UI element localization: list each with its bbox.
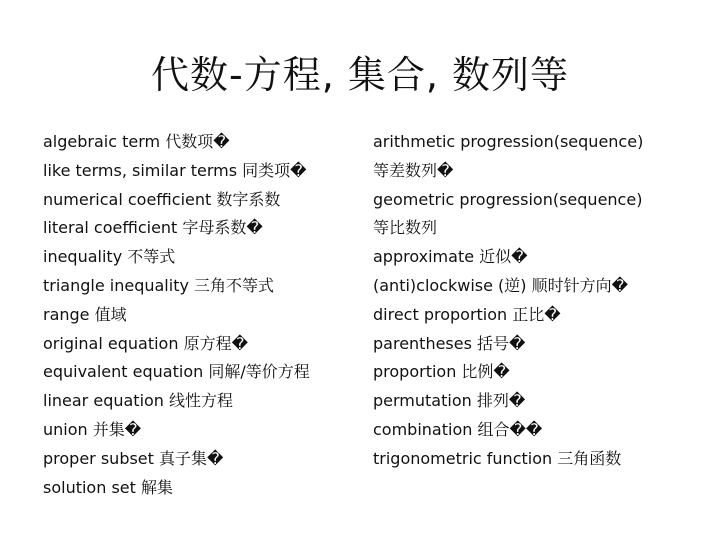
list-item: combination 组合�� bbox=[373, 419, 543, 439]
list-item: linear equation 线性方程 bbox=[43, 391, 234, 411]
list-item: literal coefficient 字母系数� bbox=[43, 218, 263, 238]
list-item: equivalent equation 同解/等价方程 bbox=[43, 362, 310, 382]
list-item: 等差数列� bbox=[373, 160, 454, 180]
list-item: geometric progression(sequence) bbox=[373, 189, 643, 209]
list-item: original equation 原方程� bbox=[43, 333, 248, 353]
right-term-list bbox=[373, 128, 713, 474]
list-item: 等比数列 bbox=[373, 218, 438, 238]
list-item: inequality 不等式 bbox=[43, 247, 176, 267]
list-item: algebraic term 代数项� bbox=[43, 132, 230, 151]
list-item: triangle inequality 三角不等式 bbox=[43, 275, 275, 295]
list-item: (anti)clockwise (逆) 顺时针方向� bbox=[373, 275, 629, 295]
list-item: direct proportion 正比� bbox=[373, 304, 561, 324]
list-item: arithmetic progression(sequence) bbox=[373, 132, 644, 151]
list-item: proper subset 真子集� bbox=[43, 448, 224, 468]
list-item: parentheses 括号� bbox=[373, 333, 526, 353]
list-item: proportion 比例� bbox=[373, 362, 510, 382]
left-term-list bbox=[43, 128, 363, 502]
list-item: numerical coefficient 数字系数 bbox=[43, 189, 281, 209]
list-item: permutation 排列� bbox=[373, 391, 526, 411]
list-item: like terms, similar terms 同类项� bbox=[43, 160, 307, 180]
list-item: solution set 解集 bbox=[43, 477, 173, 497]
list-item: approximate 近似� bbox=[373, 247, 528, 267]
list-item: trigonometric function 三角函数 bbox=[373, 448, 622, 468]
list-item: range 值域 bbox=[43, 304, 127, 324]
list-item: union 并集� bbox=[43, 419, 142, 439]
slide-title: 代数-方程, 集合, 数列等 bbox=[150, 53, 570, 97]
